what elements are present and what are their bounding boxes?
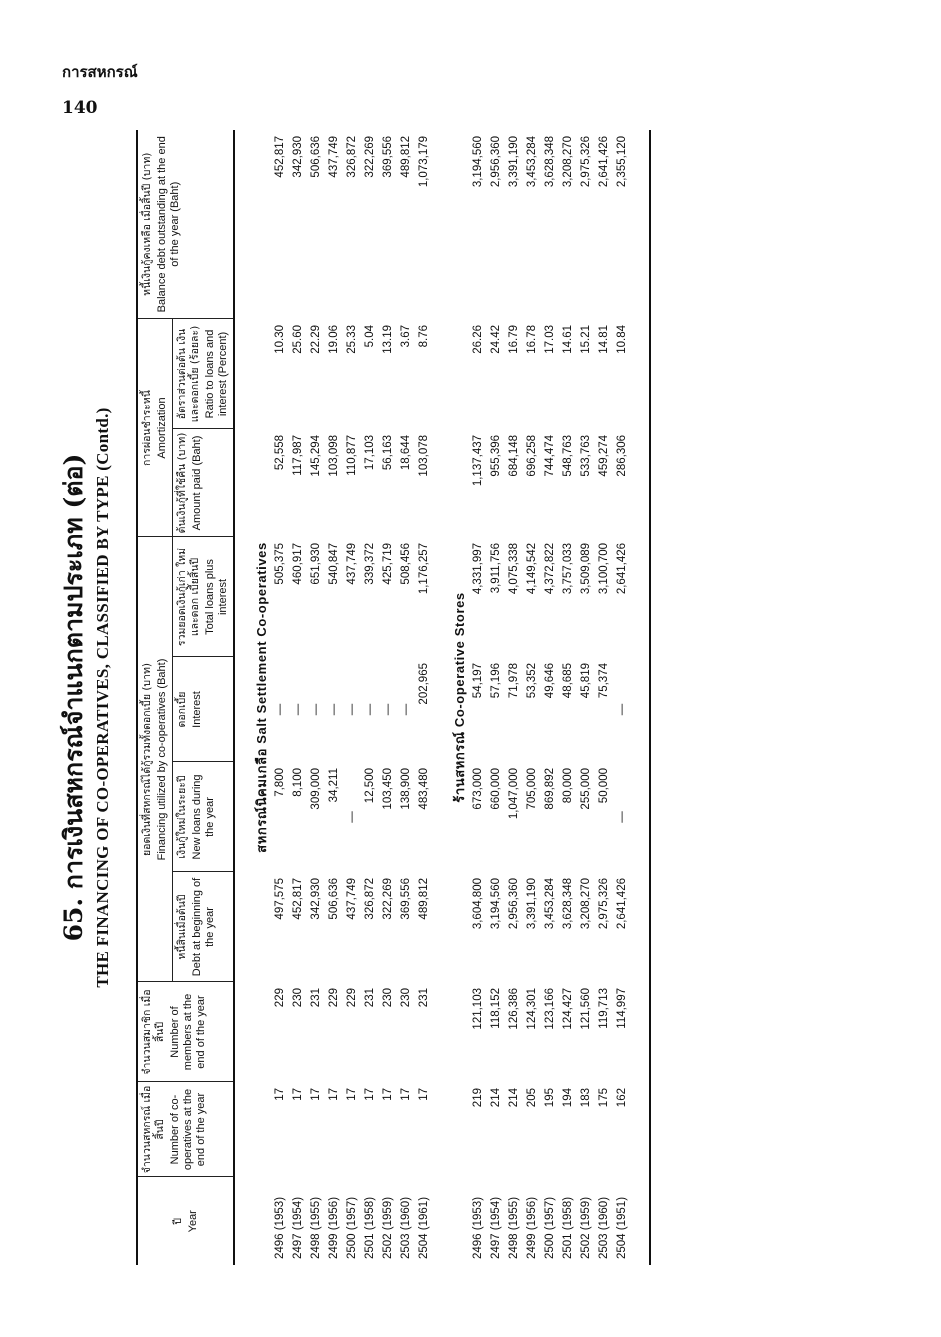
cell-new-loans: — <box>346 811 358 823</box>
section-title-row <box>451 130 469 1265</box>
cell-balance: 2,975,326 <box>580 135 592 188</box>
cell-total-loans: 508,456 <box>400 542 412 585</box>
cell-interest: — <box>382 703 394 716</box>
table-row <box>361 130 379 1265</box>
cell-interest: 49,646 <box>544 663 556 699</box>
cell-num-coops: 17 <box>292 1088 304 1101</box>
header-new-loans: เงินกู้ใหม่ในระยะปี New loans during the year <box>173 762 235 872</box>
table-row <box>397 130 415 1265</box>
cell-balance: 3,391,190 <box>508 135 520 188</box>
header-row-group <box>137 130 173 1265</box>
cell-balance: 3,628,348 <box>544 135 556 188</box>
table-row <box>271 130 289 1265</box>
cell-ratio: 13.19 <box>382 324 394 354</box>
cell-year: 2501 (1958) <box>562 1196 574 1259</box>
cell-num-coops: 17 <box>328 1088 340 1101</box>
cell-interest: 75,374 <box>598 663 610 699</box>
table-title <box>58 130 128 1265</box>
rotated-table-area <box>58 130 858 1265</box>
title-english: THE FINANCING OF CO-OPERATIVES, CLASSIFIED BY TYPE (Contd.) <box>93 407 112 988</box>
cell-num-coops: 17 <box>400 1088 412 1101</box>
cell-new-loans: 309,000 <box>310 768 322 810</box>
cell-ratio: 16.78 <box>526 324 538 354</box>
cell-num-members: 118,152 <box>490 988 502 1029</box>
cell-total-loans: 460,917 <box>292 542 304 585</box>
cell-total-loans: 2,641,426 <box>616 542 628 595</box>
cell-amount-paid: 1,137,437 <box>472 434 484 487</box>
table-row <box>469 130 487 1265</box>
cell-amount-paid: 52,558 <box>274 434 286 471</box>
table-bottom-rule <box>631 130 650 1265</box>
cell-num-coops: 183 <box>580 1088 592 1108</box>
cell-num-members: 231 <box>310 988 322 1008</box>
cell-total-loans: 4,372,822 <box>544 542 556 595</box>
section-title: สหกรณ์นิคมเกลือ Salt Settlement Co-operatives <box>254 542 269 853</box>
cell-new-loans: 1,047,000 <box>508 768 520 820</box>
cell-num-members: 114,997 <box>616 988 628 1029</box>
cell-interest: — <box>310 703 322 716</box>
cell-ratio: 26.26 <box>472 324 484 354</box>
cell-debt-begin: 3,604,800 <box>472 878 484 930</box>
cell-year: 2504 (1951) <box>616 1196 628 1259</box>
page-number: 140 <box>62 98 98 118</box>
table-row <box>505 130 523 1265</box>
cell-num-members: 121,560 <box>580 988 592 1030</box>
cell-debt-begin: 369,556 <box>400 878 412 920</box>
header-financing-group: ยอดเงินที่สหกรณ์ได้กู้รวมทั้งดอกเบี้ย (บาท) Financing utilized by co-operatives (Baht) <box>137 537 173 982</box>
cell-amount-paid: 18,644 <box>400 434 412 471</box>
table-row <box>343 130 361 1265</box>
cell-year: 2499 (1956) <box>328 1196 340 1259</box>
page-header <box>62 60 138 118</box>
cell-ratio: 16.79 <box>508 324 520 354</box>
cell-num-coops: 214 <box>490 1088 502 1108</box>
cell-ratio: 3.67 <box>400 324 412 348</box>
cell-total-loans: 437,749 <box>346 542 358 585</box>
cell-num-coops: 214 <box>508 1088 520 1108</box>
table-row <box>523 130 541 1265</box>
cell-interest: — <box>616 703 628 716</box>
cell-balance: 2,641,426 <box>598 135 610 188</box>
cell-num-coops: 17 <box>418 1088 430 1101</box>
header-num-coops: จำนวนสหกรณ์ เมื่อสิ้นปี Number of co-operatives at the end of the year <box>137 1082 234 1177</box>
cell-interest: — <box>364 703 376 716</box>
cell-balance: 3,194,560 <box>472 135 484 188</box>
cell-num-members: 229 <box>346 988 358 1008</box>
cell-year: 2500 (1957) <box>544 1196 556 1259</box>
cell-ratio: 19.06 <box>328 324 340 354</box>
cell-year: 2504 (1961) <box>418 1196 430 1259</box>
page-category: การสหกรณ์ <box>62 63 138 81</box>
cell-amount-paid: 955,396 <box>490 434 502 477</box>
cell-ratio: 15.21 <box>580 324 592 354</box>
cell-debt-begin: 437,749 <box>346 878 358 920</box>
cell-amount-paid: 145,294 <box>310 434 322 477</box>
cell-interest: 53,352 <box>526 663 538 699</box>
cell-year: 2498 (1955) <box>508 1196 520 1259</box>
cell-balance: 437,749 <box>328 135 340 178</box>
cell-year: 2503 (1960) <box>598 1196 610 1259</box>
cell-new-loans: 138,900 <box>400 768 412 810</box>
cell-debt-begin: 3,194,560 <box>490 878 502 930</box>
table-row <box>289 130 307 1265</box>
cell-total-loans: 3,911,756 <box>490 542 502 594</box>
table-row <box>559 130 577 1265</box>
cell-new-loans: 8,100 <box>292 768 304 797</box>
cell-num-members: 231 <box>364 988 376 1008</box>
cell-total-loans: 1,176,257 <box>418 542 430 595</box>
cell-total-loans: 339,372 <box>364 542 376 585</box>
cell-debt-begin: 489,812 <box>418 878 430 920</box>
cell-interest: — <box>292 703 304 716</box>
cell-new-loans: 7,800 <box>274 768 286 797</box>
cell-num-members: 230 <box>382 988 394 1008</box>
cell-num-members: 119,713 <box>598 988 610 1029</box>
cell-num-coops: 17 <box>310 1088 322 1101</box>
header-total-loans: รวมยอดเงินกู้เก่า ใหม่และดอก เบี้ยสิ้นปี Total loans plus interest <box>173 537 235 657</box>
cell-debt-begin: 342,930 <box>310 878 322 920</box>
cell-debt-begin: 506,636 <box>328 878 340 920</box>
cell-balance: 506,636 <box>310 135 322 178</box>
cell-ratio: 10.84 <box>616 324 628 354</box>
cell-amount-paid: 103,078 <box>418 434 430 477</box>
cell-year: 2497 (1954) <box>490 1196 502 1259</box>
cell-debt-begin: 497,575 <box>274 878 286 920</box>
cell-new-loans: 34,211 <box>328 768 340 803</box>
cell-num-coops: 205 <box>526 1088 538 1108</box>
header-interest: ดอกเบี้ย Interest <box>173 657 235 762</box>
table-row <box>415 130 433 1265</box>
cell-new-loans: 673,000 <box>472 768 484 810</box>
table-row <box>325 130 343 1265</box>
header-amortization-group: การผ่อนชำระหนี้ Amortization <box>137 319 173 537</box>
cell-num-members: 124,301 <box>526 988 538 1030</box>
cell-num-members: 229 <box>328 988 340 1008</box>
cell-balance: 489,812 <box>400 135 412 178</box>
cell-num-coops: 17 <box>364 1088 376 1101</box>
cell-debt-begin: 3,208,270 <box>580 878 592 930</box>
section-spacer <box>234 130 253 1265</box>
cell-ratio: 10.30 <box>274 324 286 354</box>
section-spacer <box>433 130 451 1265</box>
section-title-row <box>253 130 271 1265</box>
cell-num-coops: 17 <box>382 1088 394 1101</box>
cell-amount-paid: 744,474 <box>544 434 556 477</box>
cell-balance: 326,872 <box>346 135 358 178</box>
financing-table <box>136 130 651 1265</box>
cell-interest: — <box>400 703 412 716</box>
cell-new-loans: 50,000 <box>598 768 610 804</box>
cell-total-loans: 4,075,338 <box>508 542 520 595</box>
cell-balance: 322,269 <box>364 135 376 178</box>
cell-new-loans: 80,000 <box>562 768 574 804</box>
table-body <box>234 130 650 1265</box>
header-ratio: อัตราส่วนต่อต้น เงินและดอกเบี้ย (ร้อยละ) Ratio to loans and interest (Percent) <box>173 319 235 429</box>
cell-total-loans: 540,847 <box>328 542 340 585</box>
header-debt-begin: หนี้สินเมื่อต้นปี Debt at beginning of the year <box>173 872 235 982</box>
cell-num-coops: 194 <box>562 1088 574 1108</box>
cell-year: 2500 (1957) <box>346 1196 358 1259</box>
table-row <box>379 130 397 1265</box>
cell-year: 2499 (1956) <box>526 1196 538 1259</box>
cell-total-loans: 3,100,700 <box>598 542 610 595</box>
cell-num-coops: 162 <box>616 1088 628 1108</box>
cell-amount-paid: 117,987 <box>292 434 304 476</box>
table-row <box>541 130 559 1265</box>
cell-amount-paid: 684,148 <box>508 434 520 477</box>
cell-new-loans: — <box>616 811 628 823</box>
cell-num-coops: 17 <box>346 1088 358 1101</box>
cell-year: 2496 (1953) <box>274 1196 286 1259</box>
header-num-members: จำนวนสมาชิก เมื่อสิ้นปี Number of members at the end of the year <box>137 982 234 1082</box>
cell-year: 2502 (1959) <box>382 1196 394 1259</box>
cell-interest: — <box>328 703 340 716</box>
cell-total-loans: 505,375 <box>274 542 286 585</box>
cell-num-coops: 175 <box>598 1088 610 1108</box>
cell-debt-begin: 3,628,348 <box>562 878 574 930</box>
cell-new-loans: 705,000 <box>526 768 538 810</box>
cell-interest: 57,196 <box>490 663 502 699</box>
cell-balance: 2,355,120 <box>616 135 628 188</box>
cell-ratio: 14.61 <box>562 324 574 354</box>
cell-debt-begin: 326,872 <box>364 878 376 920</box>
cell-balance: 369,556 <box>382 135 394 178</box>
cell-interest: 54,197 <box>472 663 484 699</box>
cell-ratio: 17.03 <box>544 324 556 354</box>
cell-ratio: 22.29 <box>310 324 322 354</box>
cell-year: 2496 (1953) <box>472 1196 484 1259</box>
table-row <box>595 130 613 1265</box>
cell-balance: 3,208,270 <box>562 135 574 188</box>
cell-debt-begin: 2,956,360 <box>508 878 520 930</box>
cell-ratio: 25.33 <box>346 324 358 354</box>
cell-new-loans: 103,450 <box>382 768 394 810</box>
cell-balance: 3,453,284 <box>526 135 538 188</box>
cell-new-loans: 869,892 <box>544 768 556 810</box>
header-balance: หนี้เงินกู้คงเหลือ เมื่อสิ้นปี (บาท) Balance debt outstanding at the end of the year (Baht) <box>137 130 234 319</box>
cell-ratio: 24.42 <box>490 324 502 354</box>
cell-ratio: 5.04 <box>364 324 376 348</box>
cell-amount-paid: 459,274 <box>598 434 610 477</box>
cell-num-members: 229 <box>274 988 286 1008</box>
cell-interest: — <box>346 703 358 716</box>
table-row <box>487 130 505 1265</box>
cell-new-loans: 12,500 <box>364 768 376 804</box>
cell-amount-paid: 103,098 <box>328 434 340 477</box>
cell-balance: 1,073,179 <box>418 135 430 188</box>
cell-amount-paid: 17,103 <box>364 434 376 471</box>
cell-debt-begin: 2,641,426 <box>616 878 628 930</box>
cell-num-coops: 219 <box>472 1088 484 1108</box>
cell-year: 2503 (1960) <box>400 1196 412 1259</box>
cell-year: 2497 (1954) <box>292 1196 304 1259</box>
cell-amount-paid: 286,306 <box>616 434 628 477</box>
cell-total-loans: 3,509,089 <box>580 542 592 595</box>
cell-interest: 71,978 <box>508 663 520 699</box>
table-row <box>307 130 325 1265</box>
cell-num-members: 231 <box>418 988 430 1008</box>
cell-balance: 452,817 <box>274 135 286 178</box>
cell-year: 2501 (1958) <box>364 1196 376 1259</box>
header-year: ปี Year <box>137 1177 234 1265</box>
cell-debt-begin: 452,817 <box>292 878 304 920</box>
cell-interest: 45,819 <box>580 663 592 699</box>
cell-ratio: 8.76 <box>418 324 430 348</box>
cell-year: 2502 (1959) <box>580 1196 592 1259</box>
cell-total-loans: 4,331,997 <box>472 542 484 595</box>
cell-debt-begin: 3,453,284 <box>544 878 556 930</box>
cell-total-loans: 4,149,542 <box>526 542 538 595</box>
cell-total-loans: 651,930 <box>310 542 322 585</box>
cell-ratio: 14.81 <box>598 324 610 354</box>
cell-num-members: 230 <box>400 988 412 1008</box>
cell-amount-paid: 533,763 <box>580 434 592 477</box>
cell-balance: 2,956,360 <box>490 135 502 188</box>
cell-num-members: 126,386 <box>508 988 520 1030</box>
cell-new-loans: 255,000 <box>580 768 592 810</box>
header-amount-paid: ต้นเงินกู้ที่ใช้คืน (บาท) Amount paid (Baht) <box>173 429 235 537</box>
cell-num-members: 230 <box>292 988 304 1008</box>
cell-amount-paid: 548,763 <box>562 434 574 477</box>
cell-num-coops: 17 <box>274 1088 286 1101</box>
cell-debt-begin: 2,975,326 <box>598 878 610 930</box>
cell-ratio: 25.60 <box>292 324 304 354</box>
cell-num-members: 121,103 <box>472 988 484 1030</box>
cell-balance: 342,930 <box>292 135 304 178</box>
cell-interest: 202,965 <box>418 663 430 705</box>
cell-num-members: 123,166 <box>544 988 556 1030</box>
cell-amount-paid: 696,258 <box>526 434 538 477</box>
cell-num-members: 124,427 <box>562 988 574 1030</box>
cell-year: 2498 (1955) <box>310 1196 322 1259</box>
cell-amount-paid: 56,163 <box>382 434 394 471</box>
cell-amount-paid: 110,877 <box>346 434 358 476</box>
cell-new-loans: 483,480 <box>418 768 430 810</box>
cell-total-loans: 425,719 <box>382 542 394 585</box>
table-row <box>577 130 595 1265</box>
cell-interest: 48,685 <box>562 663 574 699</box>
cell-num-coops: 195 <box>544 1088 556 1108</box>
cell-interest: — <box>274 703 286 716</box>
cell-debt-begin: 3,391,190 <box>526 878 538 930</box>
table-row <box>613 130 631 1265</box>
title-thai: 65. การเงินสหกรณ์จำแนกตามประเภท (ต่อ) <box>59 453 88 942</box>
cell-new-loans: 660,000 <box>490 768 502 810</box>
cell-total-loans: 3,757,033 <box>562 542 574 595</box>
section-title: ร้านสหกรณ์ Co-operative Stores <box>452 592 467 803</box>
cell-debt-begin: 322,269 <box>382 878 394 920</box>
